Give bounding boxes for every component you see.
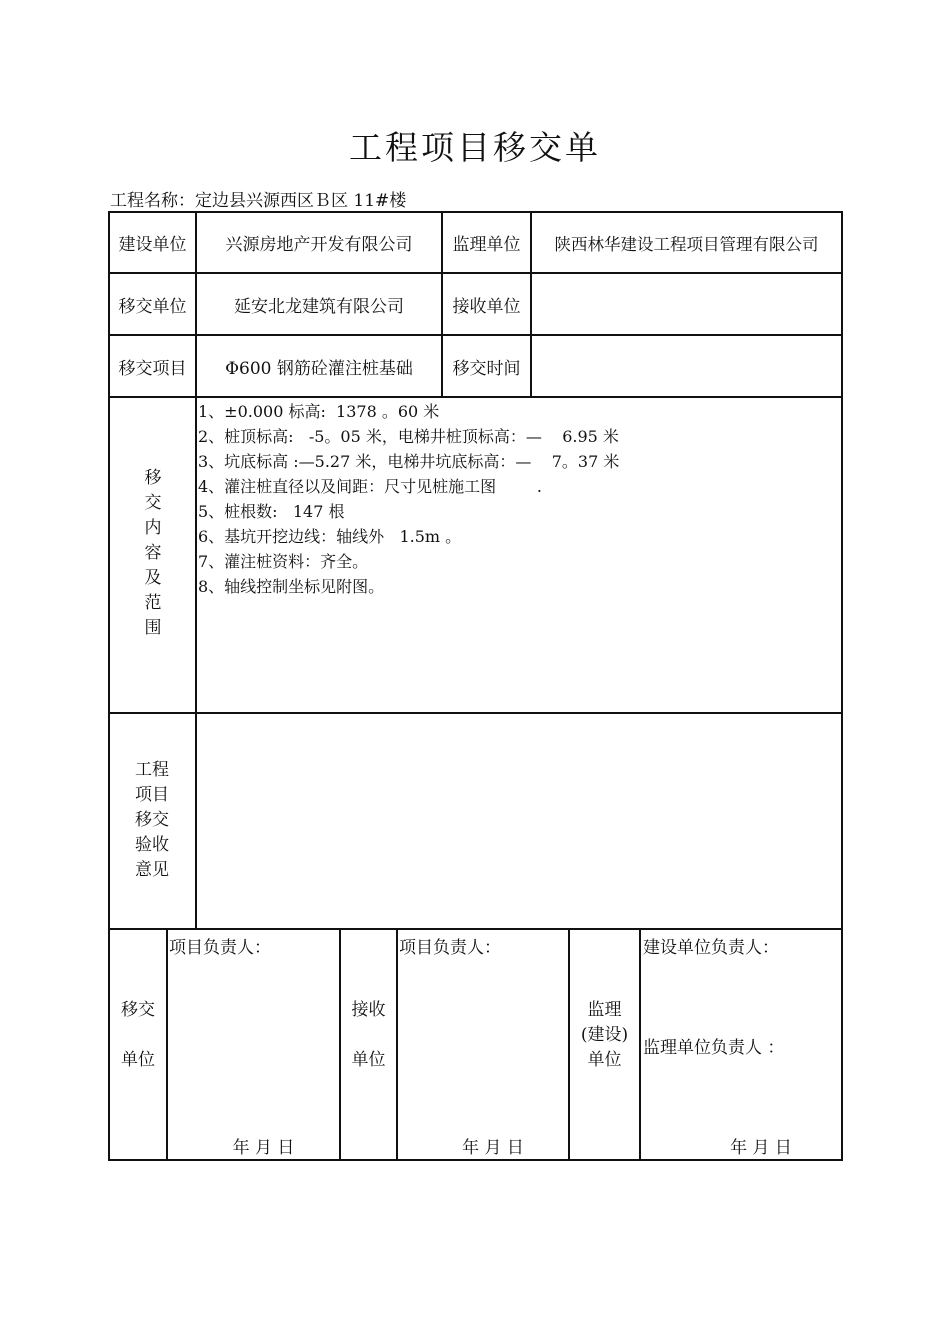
receiving-unit-value	[532, 274, 841, 334]
construction-unit-value: 兴源房地产开发有限公司	[225, 235, 413, 255]
handover-sign-label-2: 单位	[121, 1050, 155, 1070]
handover-time-value	[532, 336, 841, 396]
scope-line: 5、桩根数: 147 根	[198, 502, 345, 521]
scope-line: 1、±0.000 标高: 1378 。60 米	[198, 402, 440, 421]
scope-line: 2、桩顶标高: -5。05 米，电梯井桩顶标高：— 6.95 米	[198, 427, 619, 446]
supervision-date: 年 月 日	[730, 1138, 792, 1158]
handover-unit-label: 移交单位	[118, 296, 187, 317]
handover-time-label: 移交时间	[452, 358, 521, 379]
project-name: 工程名称：定边县兴源西区Ｂ区 11#楼	[110, 191, 407, 211]
receive-person-label: 项目负责人：	[399, 938, 501, 958]
supervision-unit-label: 监理单位	[452, 235, 521, 255]
supervision-sign-label-2: (建设)	[580, 1025, 629, 1045]
handover-item-value: Φ600 钢筋砼灌注桩基础	[225, 358, 413, 379]
scope-line: 4、灌注桩直径以及间距：尺寸见桩施工图 .	[198, 477, 542, 496]
handover-sign-label-1: 移交	[121, 1000, 155, 1020]
handover-item-label: 移交项目	[118, 358, 187, 379]
page-title: 工程项目移交单	[349, 128, 601, 167]
opinion-label: 工程 项目 移交 验收 意见	[135, 760, 169, 880]
scope-label: 移 交 内 容 及 范 围	[144, 468, 162, 638]
receive-date: 年 月 日	[462, 1138, 524, 1158]
construction-person-label: 建设单位负责人：	[643, 938, 779, 958]
receiving-unit-label: 接收单位	[452, 296, 521, 317]
scope-line: 7、灌注桩资料：齐全。	[198, 552, 369, 571]
construction-unit-label: 建设单位	[118, 235, 187, 255]
supervision-person-label: 监理单位负责人 ：	[643, 1038, 785, 1058]
scope-line: 3、坑底标高 :—5.27 米，电梯井坑底标高：— 7。37 米	[198, 452, 620, 471]
supervision-unit-value: 陕西林华建设工程项目管理有限公司	[554, 234, 819, 254]
receive-sign-label-1: 接收	[351, 1000, 386, 1020]
scope-line: 6、基坑开挖边线：轴线外 1.5m 。	[198, 527, 462, 546]
handover-date: 年 月 日	[232, 1138, 295, 1158]
supervision-sign-label-1: 监理	[587, 1000, 622, 1020]
handover-person-label: 项目负责人：	[169, 938, 271, 958]
opinion-content[interactable]	[197, 714, 841, 928]
receive-sign-label-2: 单位	[351, 1050, 386, 1070]
scope-line: 8、轴线控制坐标见附图。	[198, 577, 385, 596]
handover-unit-value: 延安北龙建筑有限公司	[234, 296, 404, 317]
supervision-sign-label-3: 单位	[587, 1050, 622, 1070]
